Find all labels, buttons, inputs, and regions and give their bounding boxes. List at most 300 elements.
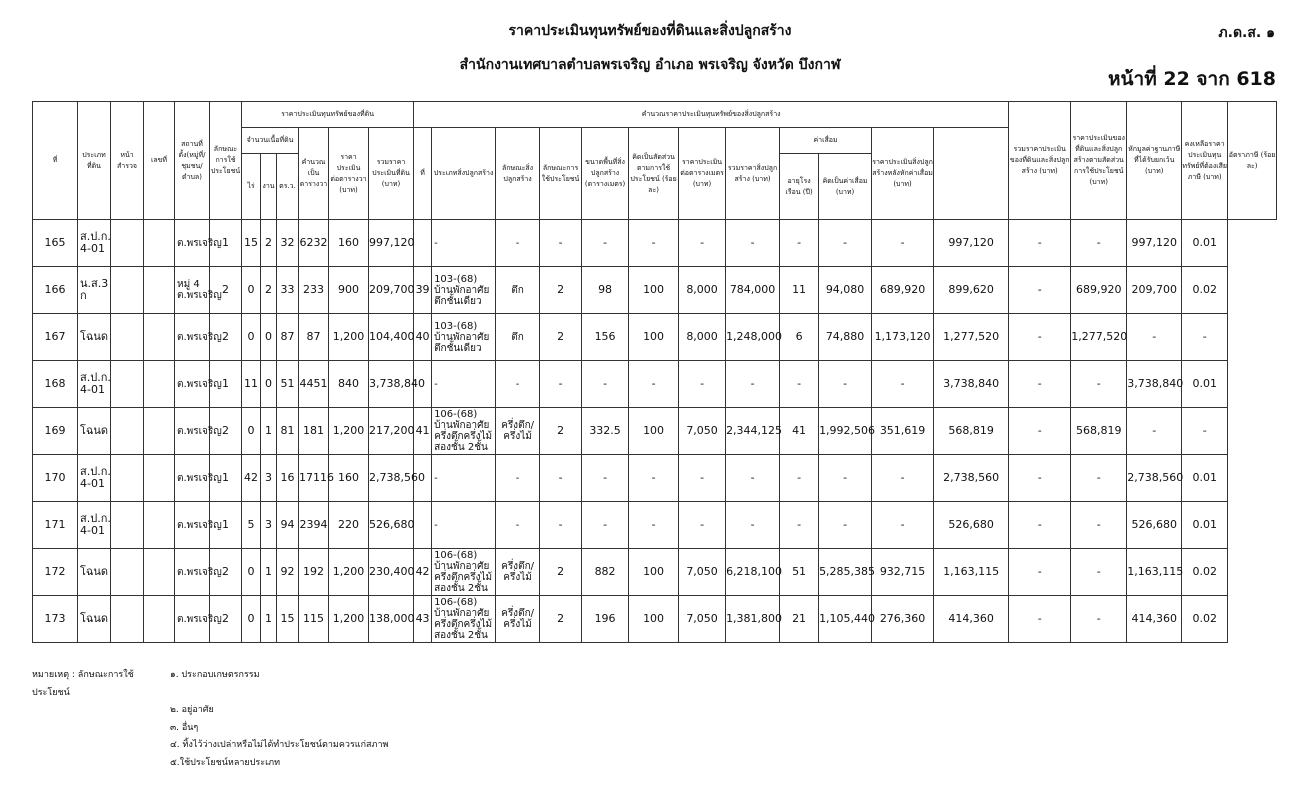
bldg-type-cell: -: [432, 361, 496, 408]
table-row: [33, 596, 1277, 643]
age-cell: -: [780, 220, 819, 267]
table-body: [33, 220, 1277, 643]
tax-rate-cell: 0.01: [1182, 455, 1228, 502]
prop-value-cell: -: [1009, 361, 1071, 408]
bldg-size-cell: 156: [582, 314, 629, 361]
bldg-char-cell: -: [496, 361, 540, 408]
taxable-cell: -: [1127, 408, 1182, 455]
prop-value-cell: -: [1009, 549, 1071, 596]
dep-amount-cell: 74,880: [819, 314, 872, 361]
bldg-size-cell: 196: [582, 596, 629, 643]
bldg-total-cell: 1,381,800: [726, 596, 780, 643]
bldg-type-cell: 106-(68) บ้านพักอาศัยครึ่งตึกครึ่งไม้สองชั้น 2ชั้น: [432, 408, 496, 455]
location-cell: ต.พรเจริญ: [175, 220, 210, 267]
ngan-cell: 3: [261, 502, 277, 549]
sum-total-cell: 997,120: [934, 220, 1009, 267]
row-no-cell: 168: [33, 361, 78, 408]
wa-cell: 32: [277, 220, 299, 267]
rai-cell: 0: [242, 267, 261, 314]
ratio-cell: 100: [629, 267, 679, 314]
wa-cell: 87: [277, 314, 299, 361]
prop-value-cell: -: [1009, 314, 1071, 361]
bldg-size-cell: -: [582, 220, 629, 267]
wa-cell: 81: [277, 408, 299, 455]
survey-page-cell: [111, 314, 144, 361]
col-after-dep: ราคาประเมินสิ่งปลูกสร้างหลังหักค่าเสื่อม (บาท): [872, 128, 934, 220]
land-total-cell: 3,738,840: [369, 361, 414, 408]
col-location: สถานที่ตั้ง(หมู่ที่/ชุมชน/ตำบล): [175, 102, 210, 220]
tax-rate-cell: 0.02: [1182, 596, 1228, 643]
bldg-no-cell: 43: [414, 596, 432, 643]
after-dep-cell: -: [872, 502, 934, 549]
prop-value-cell: -: [1009, 596, 1071, 643]
exempt-cell: -: [1071, 596, 1127, 643]
land-total-cell: 230,400: [369, 549, 414, 596]
price-per-sqm-cell: 7,050: [679, 549, 726, 596]
after-dep-cell: 1,173,120: [872, 314, 934, 361]
col-bldg-no: ที่: [414, 128, 432, 220]
number-cell: [144, 314, 175, 361]
col-usage: ลักษณะการใช้ประโยชน์: [210, 102, 242, 220]
bldg-total-cell: -: [726, 220, 780, 267]
wa-cell: 15: [277, 596, 299, 643]
survey-page-cell: [111, 408, 144, 455]
number-cell: [144, 502, 175, 549]
bldg-no-cell: 41: [414, 408, 432, 455]
survey-page-cell: [111, 220, 144, 267]
sum-total-cell: 1,163,115: [934, 549, 1009, 596]
price-per-wa-cell: 160: [329, 455, 369, 502]
land-type-cell: ส.ป.ก. 4-01: [78, 502, 111, 549]
ngan-cell: 2: [261, 267, 277, 314]
ratio-cell: -: [629, 361, 679, 408]
dep-amount-cell: -: [819, 502, 872, 549]
report-subtitle: สำนักงานเทศบาลตำบลพรเจริญ อำเภอ พรเจริญ จังหวัด บึงกาฬ: [459, 57, 841, 73]
survey-page-cell: [111, 549, 144, 596]
col-tax-rate: อัตราภาษี (ร้อยละ): [1228, 102, 1277, 220]
bldg-usage-cell: -: [540, 361, 582, 408]
bldg-char-cell: ครึ่งตึก/ครึ่งไม้: [496, 549, 540, 596]
col-price-per-sqm: ราคาประเมินต่อตารางเมตร (บาท): [679, 128, 726, 220]
location-cell: ต.พรเจริญ: [175, 549, 210, 596]
bldg-type-cell: -: [432, 502, 496, 549]
row-no-cell: 169: [33, 408, 78, 455]
col-survey-page: หน้าสำรวจ: [111, 102, 144, 220]
bldg-char-cell: ครึ่งตึก/ครึ่งไม้: [496, 596, 540, 643]
tax-rate-cell: 0.01: [1182, 220, 1228, 267]
tax-rate-cell: -: [1182, 314, 1228, 361]
sqwa-cell: 115: [299, 596, 329, 643]
bldg-usage-cell: -: [540, 220, 582, 267]
sqwa-cell: 192: [299, 549, 329, 596]
price-per-sqm-cell: 7,050: [679, 408, 726, 455]
bldg-total-cell: 1,248,000: [726, 314, 780, 361]
usage-cell: 1: [210, 455, 242, 502]
after-dep-cell: -: [872, 455, 934, 502]
dep-amount-cell: 94,080: [819, 267, 872, 314]
ngan-cell: 0: [261, 361, 277, 408]
bldg-type-cell: 103-(68) บ้านพักอาศัยตึกชั้นเดียว: [432, 267, 496, 314]
assessment-table: [32, 101, 1277, 643]
ratio-cell: 100: [629, 408, 679, 455]
after-dep-cell: 276,360: [872, 596, 934, 643]
usage-cell: 2: [210, 408, 242, 455]
age-cell: 51: [780, 549, 819, 596]
col-land-total: รวมราคาประเมินที่ดิน (บาท): [369, 128, 414, 220]
bldg-no-cell: [414, 502, 432, 549]
row-no-cell: 167: [33, 314, 78, 361]
exempt-cell: -: [1071, 361, 1127, 408]
number-cell: [144, 549, 175, 596]
bldg-usage-cell: 2: [540, 549, 582, 596]
land-total-cell: 209,700: [369, 267, 414, 314]
price-per-wa-cell: 160: [329, 220, 369, 267]
location-cell: ต.พรเจริญ: [175, 361, 210, 408]
col-number: เลขที่: [144, 102, 175, 220]
col-bldg-size: ขนาดพื้นที่สิ่งปลูกสร้าง (ตารางเมตร): [582, 128, 629, 220]
col-no: ที่: [33, 102, 78, 220]
dep-amount-cell: 5,285,385: [819, 549, 872, 596]
report-title: ราคาประเมินทุนทรัพย์ของที่ดินและสิ่งปลูกสร้าง: [508, 23, 792, 39]
bldg-usage-cell: 2: [540, 314, 582, 361]
bldg-no-cell: [414, 220, 432, 267]
price-per-sqm-cell: -: [679, 361, 726, 408]
wa-cell: 51: [277, 361, 299, 408]
sqwa-cell: 2394: [299, 502, 329, 549]
age-cell: -: [780, 455, 819, 502]
bldg-total-cell: 2,344,125: [726, 408, 780, 455]
sqwa-cell: 233: [299, 267, 329, 314]
rai-cell: 42: [242, 455, 261, 502]
taxable-cell: 997,120: [1127, 220, 1182, 267]
taxable-cell: -: [1127, 314, 1182, 361]
land-type-cell: ส.ป.ก. 4-01: [78, 220, 111, 267]
number-cell: [144, 455, 175, 502]
usage-cell: 2: [210, 549, 242, 596]
col-bldg-char: ลักษณะสิ่งปลูกสร้าง: [496, 128, 540, 220]
sum-total-cell: 3,738,840: [934, 361, 1009, 408]
survey-page-cell: [111, 267, 144, 314]
col-wa: ตร.ว.: [277, 154, 299, 220]
table-row: [33, 549, 1277, 596]
bldg-total-cell: 784,000: [726, 267, 780, 314]
ratio-cell: -: [629, 220, 679, 267]
usage-cell: 2: [210, 596, 242, 643]
col-sqwa: คำนวณเป็นตารางวา: [299, 128, 329, 220]
land-total-cell: 138,000: [369, 596, 414, 643]
number-cell: [144, 408, 175, 455]
location-cell: ต.พรเจริญ: [175, 502, 210, 549]
notes-label: หมายเหตุ : ลักษณะการใช้ประโยชน์: [32, 670, 134, 698]
ratio-cell: 100: [629, 596, 679, 643]
bldg-size-cell: -: [582, 361, 629, 408]
col-taxable: คงเหลือราคาประเมินทุนทรัพย์ที่ต้องเสียภาษี (บาท): [1182, 102, 1228, 220]
dep-amount-cell: 1,992,506: [819, 408, 872, 455]
ratio-cell: -: [629, 455, 679, 502]
ngan-cell: 2: [261, 220, 277, 267]
bldg-no-cell: 42: [414, 549, 432, 596]
group-building-assessment: คำนวณราคาประเมินทุนทรัพย์ของสิ่งปลูกสร้าง: [414, 102, 1009, 128]
bldg-usage-cell: 2: [540, 596, 582, 643]
col-exempt: หักมูลค่าฐานภาษีที่ได้รับยกเว้น (บาท): [1127, 102, 1182, 220]
bldg-no-cell: 39: [414, 267, 432, 314]
sqwa-cell: 181: [299, 408, 329, 455]
after-dep-cell: 351,619: [872, 408, 934, 455]
col-ngan: งาน: [261, 154, 277, 220]
price-per-wa-cell: 900: [329, 267, 369, 314]
after-dep-cell: 689,920: [872, 267, 934, 314]
land-type-cell: น.ส.3 ก: [78, 267, 111, 314]
survey-page-cell: [111, 502, 144, 549]
tax-rate-cell: 0.02: [1182, 267, 1228, 314]
location-cell: หมู่ 4 ต.พรเจริญ: [175, 267, 210, 314]
exempt-cell: 1,277,520: [1071, 314, 1127, 361]
number-cell: [144, 596, 175, 643]
location-cell: ต.พรเจริญ: [175, 408, 210, 455]
bldg-total-cell: -: [726, 455, 780, 502]
age-cell: 6: [780, 314, 819, 361]
usage-cell: 1: [210, 502, 242, 549]
rai-cell: 0: [242, 549, 261, 596]
table-row: [33, 455, 1277, 502]
form-code: ภ.ด.ส. ๑: [1218, 25, 1275, 41]
col-bldg-total: รวมราคาสิ่งปลูกสร้าง (บาท): [726, 128, 780, 220]
sqwa-cell: 87: [299, 314, 329, 361]
bldg-usage-cell: -: [540, 502, 582, 549]
rai-cell: 11: [242, 361, 261, 408]
prop-value-cell: -: [1009, 267, 1071, 314]
col-sum-total: รวมราคาประเมินของที่ดินและสิ่งปลูกสร้าง (บาท): [1009, 102, 1071, 220]
rai-cell: 0: [242, 408, 261, 455]
rai-cell: 0: [242, 314, 261, 361]
tax-rate-cell: 0.01: [1182, 361, 1228, 408]
col-bldg-type: ประเภทสิ่งปลูกสร้าง: [432, 128, 496, 220]
survey-page-cell: [111, 596, 144, 643]
dep-amount-cell: -: [819, 220, 872, 267]
wa-cell: 33: [277, 267, 299, 314]
bldg-char-cell: -: [496, 455, 540, 502]
taxable-cell: 1,163,115: [1127, 549, 1182, 596]
number-cell: [144, 220, 175, 267]
wa-cell: 92: [277, 549, 299, 596]
sum-total-cell: 1,277,520: [934, 314, 1009, 361]
note-item: ๕.ใช้ประโยชน์หลายประเภท: [170, 757, 281, 768]
row-no-cell: 173: [33, 596, 78, 643]
bldg-char-cell: ครึ่งตึก/ครึ่งไม้: [496, 408, 540, 455]
col-bldg-usage: ลักษณะการใช้ประโยชน์: [540, 128, 582, 220]
exempt-cell: -: [1071, 502, 1127, 549]
wa-cell: 94: [277, 502, 299, 549]
land-type-cell: ส.ป.ก. 4-01: [78, 455, 111, 502]
ngan-cell: 0: [261, 314, 277, 361]
col-dep-amount: คิดเป็นค่าเสื่อม (บาท): [819, 154, 872, 220]
table-row: [33, 314, 1277, 361]
table-row: [33, 361, 1277, 408]
prop-value-cell: -: [1009, 502, 1071, 549]
land-type-cell: โฉนด: [78, 314, 111, 361]
table-row: [33, 408, 1277, 455]
row-no-cell: 165: [33, 220, 78, 267]
sum-total-cell: 568,819: [934, 408, 1009, 455]
prop-value-cell: -: [1009, 220, 1071, 267]
location-cell: ต.พรเจริญ: [175, 455, 210, 502]
bldg-size-cell: 882: [582, 549, 629, 596]
bldg-no-cell: 40: [414, 314, 432, 361]
price-per-sqm-cell: -: [679, 220, 726, 267]
ngan-cell: 1: [261, 408, 277, 455]
taxable-cell: 2,738,560: [1127, 455, 1182, 502]
col-rai: ไร่: [242, 154, 261, 220]
ngan-cell: 1: [261, 596, 277, 643]
taxable-cell: 209,700: [1127, 267, 1182, 314]
price-per-sqm-cell: -: [679, 455, 726, 502]
exempt-cell: 689,920: [1071, 267, 1127, 314]
col-ratio: คิดเป็นสัดส่วนตามการใช้ประโยชน์ (ร้อยละ): [629, 128, 679, 220]
prop-value-cell: -: [1009, 408, 1071, 455]
age-cell: -: [780, 361, 819, 408]
rai-cell: 5: [242, 502, 261, 549]
group-land-assessment: ราคาประเมินทุนทรัพย์ของที่ดิน: [242, 102, 414, 128]
row-no-cell: 171: [33, 502, 78, 549]
location-cell: ต.พรเจริญ: [175, 314, 210, 361]
location-cell: ต.พรเจริญ: [175, 596, 210, 643]
price-per-sqm-cell: 8,000: [679, 314, 726, 361]
age-cell: -: [780, 502, 819, 549]
usage-cell: 1: [210, 220, 242, 267]
price-per-sqm-cell: -: [679, 502, 726, 549]
land-total-cell: 997,120: [369, 220, 414, 267]
dep-amount-cell: -: [819, 361, 872, 408]
bldg-size-cell: -: [582, 502, 629, 549]
price-per-wa-cell: 1,200: [329, 314, 369, 361]
prop-value-cell: -: [1009, 455, 1071, 502]
tax-rate-cell: 0.01: [1182, 502, 1228, 549]
survey-page-cell: [111, 361, 144, 408]
table-row: [33, 267, 1277, 314]
row-no-cell: 166: [33, 267, 78, 314]
bldg-usage-cell: 2: [540, 267, 582, 314]
bldg-size-cell: -: [582, 455, 629, 502]
usage-cell: 2: [210, 267, 242, 314]
sum-total-cell: 899,620: [934, 267, 1009, 314]
usage-cell: 1: [210, 361, 242, 408]
land-total-cell: 104,400: [369, 314, 414, 361]
price-per-wa-cell: 220: [329, 502, 369, 549]
col-land-type: ประเภทที่ดิน: [78, 102, 111, 220]
bldg-type-cell: -: [432, 455, 496, 502]
table-row: [33, 220, 1277, 267]
usage-cell: 2: [210, 314, 242, 361]
bldg-total-cell: -: [726, 361, 780, 408]
dep-amount-cell: -: [819, 455, 872, 502]
age-cell: 41: [780, 408, 819, 455]
bldg-usage-cell: -: [540, 455, 582, 502]
after-dep-cell: -: [872, 220, 934, 267]
sqwa-cell: 6232: [299, 220, 329, 267]
land-type-cell: ส.ป.ก. 4-01: [78, 361, 111, 408]
col-age: อายุโรงเรือน (ปี): [780, 154, 819, 220]
price-per-wa-cell: 1,200: [329, 408, 369, 455]
after-dep-cell: -: [872, 361, 934, 408]
land-type-cell: โฉนด: [78, 408, 111, 455]
age-cell: 11: [780, 267, 819, 314]
age-cell: 21: [780, 596, 819, 643]
page-indicator: หน้าที่ 22 จาก 618: [1108, 68, 1276, 90]
number-cell: [144, 267, 175, 314]
bldg-type-cell: 106-(68) บ้านพักอาศัยครึ่งตึกครึ่งไม้สองชั้น 2ชั้น: [432, 596, 496, 643]
bldg-total-cell: 6,218,100: [726, 549, 780, 596]
bldg-char-cell: ตึก: [496, 314, 540, 361]
sqwa-cell: 4451: [299, 361, 329, 408]
ngan-cell: 3: [261, 455, 277, 502]
tax-rate-cell: -: [1182, 408, 1228, 455]
sum-total-cell: 2,738,560: [934, 455, 1009, 502]
taxable-cell: 414,360: [1127, 596, 1182, 643]
price-per-sqm-cell: 8,000: [679, 267, 726, 314]
bldg-size-cell: 98: [582, 267, 629, 314]
rai-cell: 15: [242, 220, 261, 267]
row-no-cell: 172: [33, 549, 78, 596]
price-per-sqm-cell: 7,050: [679, 596, 726, 643]
wa-cell: 16: [277, 455, 299, 502]
exempt-cell: -: [1071, 220, 1127, 267]
land-type-cell: โฉนด: [78, 549, 111, 596]
bldg-char-cell: ตึก: [496, 267, 540, 314]
taxable-cell: 3,738,840: [1127, 361, 1182, 408]
exempt-cell: 568,819: [1071, 408, 1127, 455]
survey-page-cell: [111, 455, 144, 502]
sqwa-cell: 17116: [299, 455, 329, 502]
price-per-wa-cell: 1,200: [329, 596, 369, 643]
land-type-cell: โฉนด: [78, 596, 111, 643]
row-no-cell: 170: [33, 455, 78, 502]
price-per-wa-cell: 840: [329, 361, 369, 408]
ratio-cell: 100: [629, 549, 679, 596]
bldg-size-cell: 332.5: [582, 408, 629, 455]
sum-total-cell: 414,360: [934, 596, 1009, 643]
price-per-wa-cell: 1,200: [329, 549, 369, 596]
tax-rate-cell: 0.02: [1182, 549, 1228, 596]
group-land-area: จำนวนเนื้อที่ดิน: [242, 128, 299, 154]
dep-amount-cell: 1,105,440: [819, 596, 872, 643]
ratio-cell: -: [629, 502, 679, 549]
sum-total-cell: 526,680: [934, 502, 1009, 549]
group-depreciation: ค่าเสื่อม: [780, 128, 872, 154]
land-total-cell: 2,738,560: [369, 455, 414, 502]
note-item: ๒. อยู่อาศัย: [170, 705, 214, 715]
bldg-char-cell: -: [496, 502, 540, 549]
exempt-cell: -: [1071, 455, 1127, 502]
bldg-usage-cell: 2: [540, 408, 582, 455]
note-item: ๔. ทิ้งไว้ว่างเปล่าหรือไม่ได้ทำประโยชน์ตามควรแก่สภาพ: [170, 740, 389, 750]
land-total-cell: 217,200: [369, 408, 414, 455]
rai-cell: 0: [242, 596, 261, 643]
note-item: ๓. อื่นๆ: [170, 722, 199, 733]
notes: [32, 667, 388, 772]
note-item: ๑. ประกอบเกษตรกรรม: [170, 670, 260, 680]
bldg-char-cell: -: [496, 220, 540, 267]
table-row: [33, 502, 1277, 549]
bldg-type-cell: 106-(68) บ้านพักอาศัยครึ่งตึกครึ่งไม้สองชั้น 2ชั้น: [432, 549, 496, 596]
ratio-cell: 100: [629, 314, 679, 361]
after-dep-cell: 932,715: [872, 549, 934, 596]
taxable-cell: 526,680: [1127, 502, 1182, 549]
bldg-total-cell: -: [726, 502, 780, 549]
exempt-cell: -: [1071, 549, 1127, 596]
bldg-type-cell: -: [432, 220, 496, 267]
bldg-type-cell: 103-(68) บ้านพักอาศัยตึกชั้นเดียว: [432, 314, 496, 361]
col-prop-value: ราคาประเมินของที่ดินและสิ่งปลูกสร้างตามสัดส่วนการใช้ประโยชน์ (บาท): [1071, 102, 1127, 220]
